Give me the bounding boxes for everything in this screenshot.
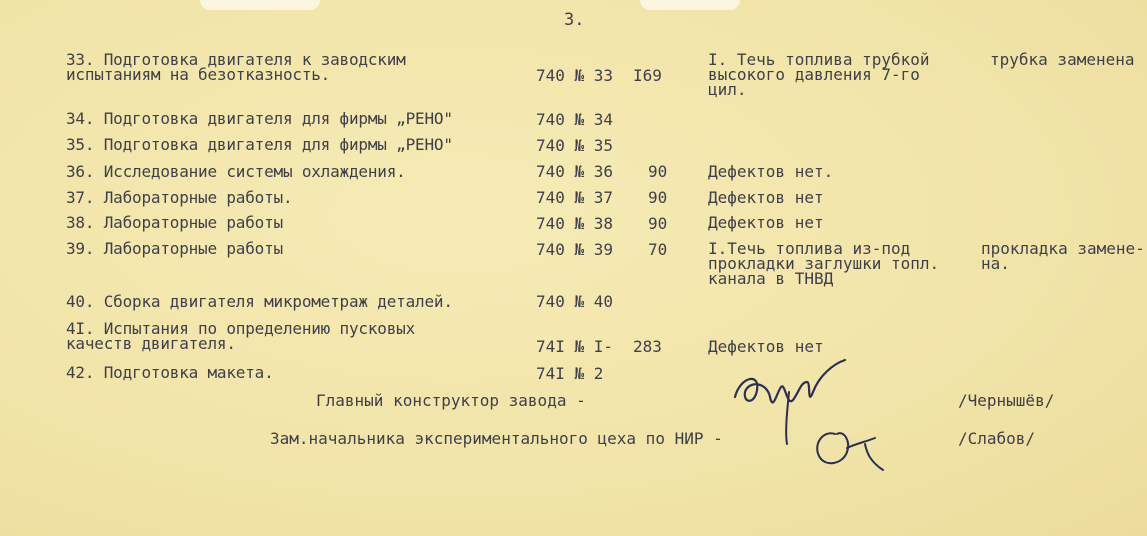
- fault-text: Дефектов нет.: [708, 162, 834, 181]
- engine-code: 740 № 33: [536, 66, 614, 85]
- fault-text: цил.: [708, 80, 747, 99]
- engine-code: 740 № 36: [536, 162, 614, 181]
- item-text: 39. Лабораторные работы: [66, 239, 283, 258]
- hours-value: I69: [633, 66, 662, 85]
- item-text: 4I. Испытания по определению пусковых: [66, 319, 416, 338]
- engine-code: 740 № 39: [536, 240, 614, 259]
- hours-value: 90: [648, 188, 668, 207]
- item-text: испытаниям на безотказность.: [66, 65, 331, 84]
- handwritten-signature: [715, 352, 895, 482]
- hours-value: 90: [648, 214, 668, 233]
- engine-code: 74I № I-: [536, 337, 614, 356]
- paper-fold: [200, 0, 320, 10]
- engine-code: 740 № 37: [536, 188, 614, 207]
- engine-code: 740 № 40: [536, 292, 614, 311]
- item-text: 40. Сборка двигателя микрометраж деталей.: [66, 292, 453, 311]
- fault-text: I. Течь топлива трубкой: [708, 50, 930, 69]
- fault-text: канала в ТНВД: [708, 269, 834, 288]
- fault-text: Дефектов нет: [708, 337, 824, 356]
- engine-code: 740 № 34: [536, 110, 614, 129]
- measure-text: прокладка замене-: [981, 239, 1145, 258]
- item-text: 35. Подготовка двигателя для фирмы „РЕНО": [66, 135, 453, 154]
- fault-text: высокого давления 7-го: [708, 65, 920, 84]
- item-text: качеств двигателя.: [66, 334, 236, 353]
- signature-title: Главный конструктор завода -: [316, 391, 586, 410]
- signature-title: Зам.начальника экспериментального цеха по НИР -: [270, 429, 723, 448]
- paper-fold: [640, 0, 740, 10]
- signature-name: /Слабов/: [958, 429, 1036, 448]
- hours-value: 283: [633, 337, 662, 356]
- measure-text: трубка заменена: [990, 50, 1135, 69]
- fault-text: Дефектов нет: [708, 188, 824, 207]
- item-text: 33. Подготовка двигателя к заводским: [66, 50, 406, 69]
- fault-text: прокладки заглушки топл.: [708, 254, 940, 273]
- item-text: 34. Подготовка двигателя для фирмы „РЕНО": [66, 109, 453, 128]
- engine-code: 740 № 35: [536, 136, 614, 155]
- engine-code: 74I № 2: [536, 364, 604, 383]
- engine-code: 740 № 38: [536, 214, 614, 233]
- fault-text: Дефектов нет: [708, 213, 824, 232]
- item-text: 37. Лабораторные работы.: [66, 188, 293, 207]
- signature-name: /Чернышёв/: [958, 391, 1055, 410]
- measure-text: на.: [981, 254, 1010, 273]
- hours-value: 90: [648, 162, 668, 181]
- hours-value: 70: [648, 240, 668, 259]
- item-text: 38. Лабораторные работы: [66, 213, 283, 232]
- page-number: 3.: [564, 10, 585, 30]
- fault-text: I.Течь топлива из-под: [708, 239, 911, 258]
- item-text: 42. Подготовка макета.: [66, 363, 274, 382]
- item-text: 36. Исследование системы охлаждения.: [66, 162, 406, 181]
